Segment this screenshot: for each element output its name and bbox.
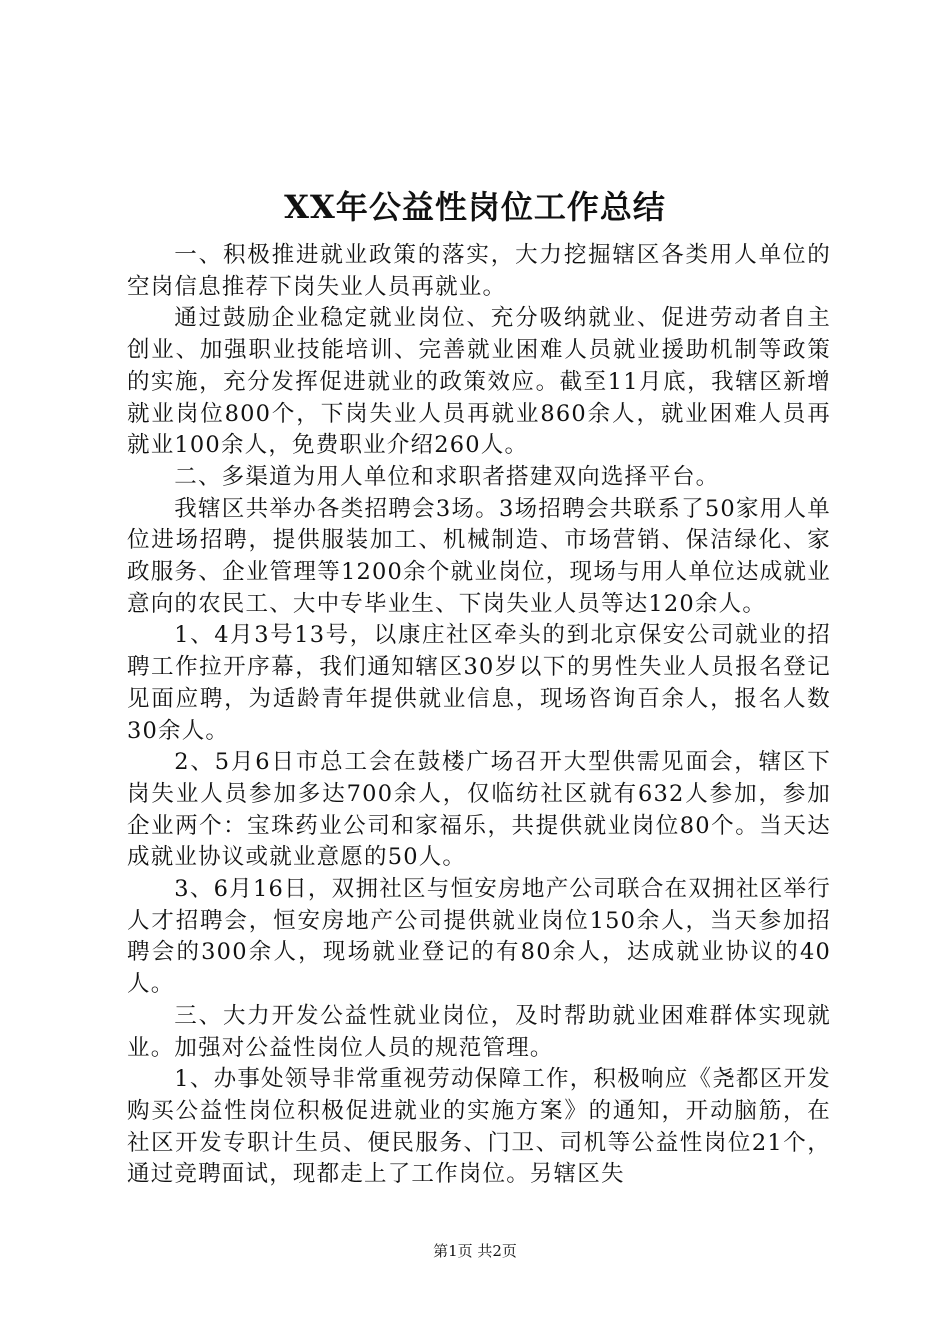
paragraph-2: 通过鼓励企业稳定就业岗位、充分吸纳就业、促进劳动者自主创业、加强职业技能培训、完善就业困难人员就业援助机制等政策的实施，充分发挥促进就业的政策效应。截至11月底，我辖区新增就业岗位800个，下岗失业人员再就业860余人，就业困难人员再就业100余人，免费职业介绍260人。 [127,305,831,459]
paragraph-9: 1、办事处领导非常重视劳动保障工作，积极响应《尧都区开发购买公益性岗位积极促进就业的实施方案》的通知，开动脑筋，在社区开发专职计生员、便民服务、门卫、司机等公益性岗位21个，通过竞聘面试，现都走上了工作岗位。另辖区失 [127,1066,831,1188]
paragraph-5: 1、4月3号13号，以康庄社区牵头的到北京保安公司就业的招聘工作拉开序幕，我们通知辖区30岁以下的男性失业人员报名登记见面应聘，为适龄青年提供就业信息，现场咨询百余人，报名人数30余人。 [127,622,831,744]
document-title: XX年公益性岗位工作总结 [284,188,666,226]
paragraph-6: 2、5月6日市总工会在鼓楼广场召开大型供需见面会，辖区下岗失业人员参加多达700余人，仅临纺社区就有632人参加，参加企业两个：宝珠药业公司和家福乐，共提供就业岗位80个。当天达成就业协议或就业意愿的50人。 [127,749,831,871]
paragraph-1: 一、积极推进就业政策的落实，大力挖掘辖区各类用人单位的空岗信息推荐下岗失业人员再就业。 [127,242,831,300]
paragraph-8: 三、大力开发公益性就业岗位，及时帮助就业困难群体实现就业。加强对公益性岗位人员的规范管理。 [127,1002,831,1061]
paragraph-7: 3、6月16日，双拥社区与恒安房地产公司联合在双拥社区举行人才招聘会，恒安房地产公司提供就业岗位150余人，当天参加招聘会的300余人，现场就业登记的有80余人，达成就业协议的40人。 [127,876,831,998]
paragraph-3: 二、多渠道为用人单位和求职者搭建双向选择平台。 [174,463,720,490]
paragraph-4: 我辖区共举办各类招聘会3场。3场招聘会共联系了50家用人单位进场招聘，提供服装加工、机械制造、市场营销、保洁绿化、家政服务、企业管理等1200余个就业岗位，现场与用人单位达成就业意向的农民工、大中专毕业生、下岗失业人员等达120余人。 [127,495,831,617]
page-footer: 第1页 共2页 [433,1242,517,1260]
document-body [127,240,831,1191]
